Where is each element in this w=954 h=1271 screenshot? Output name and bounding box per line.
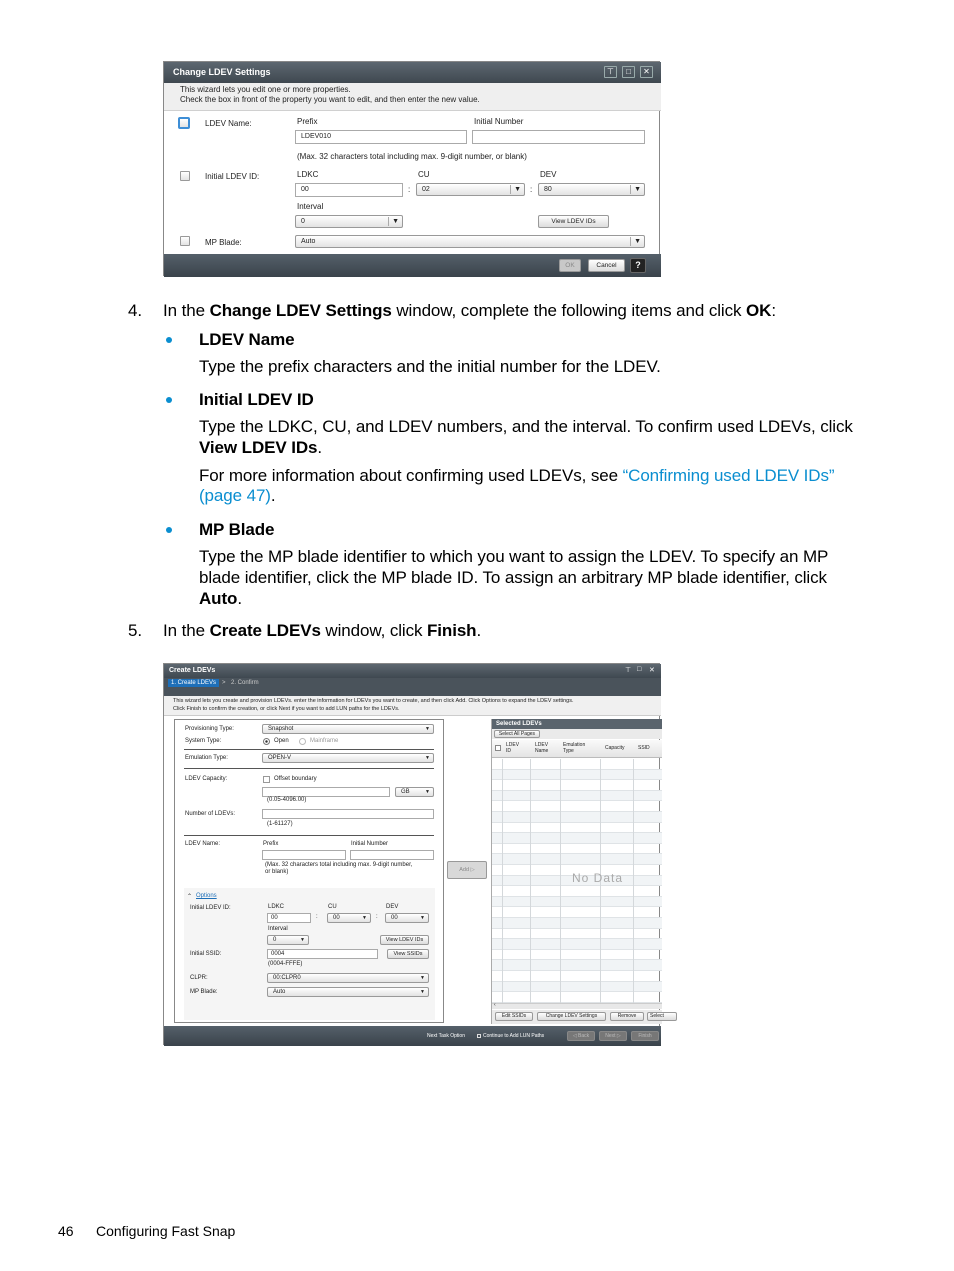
prefix-input[interactable] — [262, 850, 346, 860]
chevron-down-icon: ▼ — [420, 989, 425, 995]
provisioning-type-select[interactable] — [262, 724, 434, 734]
cu-label: CU — [418, 170, 430, 179]
col-ldev-name[interactable] — [535, 742, 548, 754]
cancel-button[interactable]: Cancel — [588, 259, 625, 272]
description-line: This wizard lets you edit one or more properties. — [180, 85, 351, 94]
remove-button[interactable]: Remove — [610, 1012, 644, 1021]
window-title: Create LDEVs — [169, 667, 216, 674]
interval-label: Interval — [268, 926, 288, 932]
provisioning-type-value: Snapshot — [268, 726, 294, 732]
initial-number-input[interactable] — [350, 850, 434, 860]
ui-reference: OK — [746, 301, 772, 320]
cu-value: 00 — [333, 915, 340, 921]
offset-boundary-checkbox[interactable] — [263, 776, 270, 783]
col-header-line: LDEV — [535, 742, 549, 748]
scroll-left-icon[interactable]: ‹ — [494, 1002, 496, 1008]
table-row — [492, 918, 662, 929]
continue-checkbox[interactable] — [477, 1034, 481, 1038]
mp-blade-value: Auto — [301, 238, 316, 245]
ldkc-label: LDKC — [268, 904, 285, 910]
change-ldev-settings-window — [163, 61, 660, 276]
select-all-pages-button[interactable]: Select All Pages — [494, 730, 540, 738]
ui-reference: View LDEV IDs — [199, 438, 318, 457]
prefix-label: Prefix — [263, 841, 279, 847]
ui-reference: Finish — [427, 621, 477, 640]
ldkc-label: LDKC — [297, 170, 319, 179]
table-row — [492, 971, 662, 982]
window-footer — [164, 254, 661, 277]
dev-select[interactable] — [538, 183, 645, 196]
clpr-select[interactable] — [267, 973, 429, 983]
pin-icon[interactable]: ⊤ — [604, 66, 617, 78]
interval-select[interactable] — [295, 215, 403, 228]
no-data-text: No Data — [572, 871, 624, 885]
system-type-label: System Type: — [185, 738, 222, 744]
window-titlebar — [164, 664, 661, 678]
chevron-down-icon: ▼ — [362, 915, 367, 921]
initial-number-label: Initial Number — [351, 841, 389, 847]
horizontal-scrollbar[interactable] — [492, 1003, 662, 1009]
initial-number-label: Initial Number — [474, 117, 524, 126]
divider — [184, 768, 434, 769]
text: . — [237, 589, 242, 608]
view-ldev-ids-button[interactable]: View LDEV IDs — [380, 935, 429, 945]
initial-ssid-input[interactable]: 0004 — [267, 949, 378, 959]
table-row — [492, 844, 662, 855]
table-row — [492, 770, 662, 781]
bullet-title: LDEV Name — [199, 330, 295, 349]
prefix-label: Prefix — [297, 117, 318, 126]
col-header-line: Name — [535, 748, 549, 754]
maximize-icon[interactable]: □ — [637, 666, 642, 673]
col-ssid[interactable]: SSID — [638, 745, 650, 751]
col-header-line: LDEV — [506, 742, 520, 748]
offset-boundary-label: Offset boundary — [274, 776, 317, 782]
dev-label: DEV — [386, 904, 399, 910]
initial-ldev-id-checkbox[interactable] — [180, 171, 190, 181]
emulation-type-value: OPEN-V — [268, 755, 292, 761]
options-link[interactable]: Options — [196, 893, 217, 899]
column-divider — [633, 759, 634, 1003]
chevron-down-icon: ▼ — [420, 975, 425, 981]
ui-reference: Change LDEV Settings — [209, 301, 392, 320]
mp-blade-label: MP Blade: — [205, 238, 242, 247]
add-button[interactable]: Add ▷ — [447, 861, 487, 879]
close-icon[interactable]: ✕ — [649, 667, 655, 674]
description-line: This wizard lets you create and provision LDEVs. enter the information for LDEVs you want to create, and then click Add. Click Options to expand the LDEV settings. — [173, 698, 574, 704]
ldev-capacity-input[interactable] — [262, 787, 390, 797]
create-ldevs-window — [163, 663, 664, 1045]
chevron-down-icon: ▼ — [392, 218, 399, 225]
cu-value: 02 — [422, 186, 430, 193]
ldkc-input[interactable]: 00 — [295, 183, 403, 197]
name-hint: (Max. 32 characters total including max. 9-digit number, — [265, 862, 413, 868]
step4-text — [163, 301, 776, 321]
mp-blade-select[interactable] — [295, 235, 645, 248]
divider — [184, 835, 434, 836]
table-row — [492, 759, 662, 770]
chevron-down-icon: ▼ — [634, 186, 641, 193]
mp-blade-select[interactable] — [267, 987, 429, 997]
ldkc-input[interactable]: 00 — [267, 913, 311, 923]
name-hint: or blank) — [265, 869, 289, 875]
open-radio[interactable] — [263, 738, 270, 745]
chevron-down-icon: ▼ — [300, 937, 305, 943]
text: . — [270, 486, 276, 505]
bullet-text — [199, 438, 322, 458]
description-line: Check the box in front of the property you want to edit, and then enter the new value. — [180, 95, 480, 104]
bullet-icon — [166, 527, 172, 533]
table-row — [492, 886, 662, 897]
chevron-down-icon: ▼ — [425, 789, 430, 795]
col-header-line: ID — [506, 748, 511, 754]
text: . — [317, 438, 322, 457]
cu-select[interactable] — [327, 913, 371, 923]
text: For more information about confirming used LDEVs, see — [199, 466, 623, 485]
dev-label: DEV — [540, 170, 557, 179]
back-button[interactable]: ◁ Back — [567, 1031, 595, 1041]
help-icon[interactable]: ? — [630, 258, 646, 273]
ui-reference: Auto — [199, 589, 238, 608]
wizard-step-active: 1. Create LDEVs — [168, 679, 219, 687]
wizard-step: 2. Confirm — [231, 680, 259, 686]
bullet-icon — [166, 397, 172, 403]
dev-select[interactable] — [385, 913, 429, 923]
emulation-type-select[interactable] — [262, 753, 434, 763]
table-row — [492, 823, 662, 834]
view-ssids-button[interactable]: View SSIDs — [387, 949, 429, 959]
ldev-name-label: LDEV Name: — [185, 841, 221, 847]
number-hint: (1-61127) — [267, 821, 293, 827]
step-number: 4. — [128, 301, 142, 320]
window-title: Change LDEV Settings — [173, 67, 271, 77]
bullet-title: Initial LDEV ID — [199, 390, 314, 409]
chevron-down-icon: ▼ — [425, 755, 430, 761]
ssid-hint: (0004-FFFE) — [268, 961, 303, 967]
chevron-down-icon: ▼ — [425, 726, 430, 732]
prefix-input[interactable]: LDEV010 — [295, 130, 467, 144]
column-divider — [502, 759, 503, 1003]
mainframe-label: Mainframe — [310, 738, 339, 744]
table-row — [492, 801, 662, 812]
view-ldev-ids-button[interactable]: View LDEV IDs — [538, 215, 609, 228]
col-header-line: Type — [563, 748, 574, 754]
select-all-checkbox[interactable] — [495, 745, 501, 751]
ok-button[interactable]: OK — [559, 259, 581, 272]
initial-ldev-id-label: Initial LDEV ID: — [190, 905, 231, 911]
maximize-icon[interactable]: □ — [622, 66, 635, 78]
collapse-icon[interactable]: ⌃ — [187, 894, 193, 900]
col-ldev-id[interactable] — [506, 742, 519, 754]
initial-ssid-label: Initial SSID: — [190, 951, 222, 957]
col-header-line: Emulation — [563, 742, 586, 748]
edit-ssids-button[interactable]: Edit SSIDs — [495, 1012, 533, 1021]
chevron-down-icon: ▼ — [420, 915, 425, 921]
table-row — [492, 791, 662, 802]
step5-text — [163, 621, 481, 641]
interval-select[interactable] — [267, 935, 309, 945]
change-ldev-settings-button[interactable]: Change LDEV Settings — [537, 1012, 606, 1021]
ldev-name-checkbox[interactable] — [178, 117, 190, 129]
table-row — [492, 939, 662, 950]
table-row — [492, 780, 662, 791]
mp-blade-label: MP Blade: — [190, 989, 218, 995]
bullet-text — [199, 466, 834, 486]
page-reference-link[interactable]: (page 47) — [199, 486, 271, 505]
number-of-ldevs-label: Number of LDEVs: — [185, 811, 236, 817]
ldev-name-label: LDEV Name: — [205, 119, 252, 128]
table-row — [492, 854, 662, 865]
window-description — [164, 696, 661, 716]
provisioning-type-label: Provisioning Type: — [185, 726, 234, 732]
mp-blade-value: Auto — [273, 989, 286, 995]
table-row — [492, 897, 662, 908]
text: . — [476, 621, 482, 640]
capacity-hint: (0.05-4096.00) — [267, 797, 307, 803]
next-button[interactable]: Next ▷ — [599, 1031, 627, 1041]
initial-ldev-id-label: Initial LDEV ID: — [205, 172, 260, 181]
text: In the — [163, 621, 210, 640]
separator-colon: : — [316, 914, 318, 920]
step-number: 5. — [128, 621, 142, 640]
table-row — [492, 992, 662, 1003]
separator-colon: : — [408, 185, 411, 194]
next-task-option-label: Next Task Option — [427, 1033, 465, 1039]
cu-label: CU — [328, 904, 337, 910]
page-number: 46 — [58, 1223, 74, 1239]
emulation-type-label: Emulation Type: — [185, 755, 228, 761]
text: window, click — [320, 621, 427, 640]
table-row — [492, 907, 662, 918]
text: : — [771, 301, 776, 320]
interval-value: 0 — [273, 937, 277, 943]
interval-value: 0 — [301, 218, 305, 225]
bullet-text: blade identifier, click the MP blade ID. To assign an arbitrary MP blade identifier, click — [199, 568, 827, 587]
bullet-text: Type the LDKC, CU, and LDEV numbers, and the interval. To confirm used LDEVs, click — [199, 417, 853, 436]
text: In the — [163, 301, 210, 320]
clpr-value: 00:CLPR0 — [273, 975, 301, 981]
description-line: Click Finish to confirm the creation, or click Next if you want to add LUN paths for the LDEVs. — [173, 706, 400, 712]
chevron-down-icon: ▼ — [634, 238, 641, 245]
bullet-title: MP Blade — [199, 520, 275, 539]
name-hint: (Max. 32 characters total including max. 9-digit number, or blank) — [297, 152, 527, 161]
table-row — [492, 960, 662, 971]
col-emulation-type[interactable] — [563, 742, 585, 754]
dev-value: 80 — [544, 186, 552, 193]
select-button[interactable]: Select — [647, 1012, 677, 1021]
bullet-icon — [166, 337, 172, 343]
mainframe-radio[interactable] — [299, 738, 306, 745]
footer-section-title: Configuring Fast Snap — [96, 1223, 236, 1239]
chevron-down-icon: ▼ — [514, 186, 521, 193]
cross-reference-link[interactable]: “Confirming used LDEV IDs” — [622, 466, 835, 485]
clpr-label: CLPR: — [190, 975, 208, 981]
initial-number-input[interactable] — [472, 130, 645, 144]
close-icon[interactable]: ✕ — [640, 66, 653, 78]
ldev-capacity-label: LDEV Capacity: — [185, 776, 228, 782]
bullet-text — [199, 589, 242, 609]
bullet-text: Type the prefix characters and the initial number for the LDEV. — [199, 357, 661, 376]
divider — [184, 749, 434, 750]
capacity-unit-value: GB — [401, 789, 410, 795]
mp-blade-checkbox[interactable] — [180, 236, 190, 246]
selected-ldevs-panel — [491, 719, 664, 1024]
table-row — [492, 812, 662, 823]
separator-colon: : — [376, 914, 378, 920]
separator-colon: : — [530, 185, 533, 194]
column-divider — [560, 759, 561, 1003]
pin-icon[interactable]: ⊤ — [625, 667, 632, 674]
table-row — [492, 929, 662, 940]
capacity-unit-select[interactable] — [395, 787, 434, 797]
column-divider — [530, 759, 531, 1003]
table-row — [492, 982, 662, 993]
text: window, complete the following items and click — [391, 301, 747, 320]
table-row — [492, 833, 662, 844]
interval-label: Interval — [297, 202, 324, 211]
continue-lun-paths-label: Continue to Add LUN Paths — [483, 1033, 545, 1039]
window-titlebar — [164, 62, 661, 83]
bullet-text — [199, 486, 276, 506]
step-separator: > — [222, 680, 226, 686]
open-label: Open — [274, 738, 289, 744]
finish-button[interactable]: Finish — [631, 1031, 659, 1041]
window-description — [164, 83, 661, 111]
cu-select[interactable] — [416, 183, 525, 196]
col-capacity[interactable]: Capacity — [605, 745, 625, 751]
table-row — [492, 950, 662, 961]
number-of-ldevs-input[interactable] — [262, 809, 434, 819]
ui-reference: Create LDEVs — [209, 621, 321, 640]
dev-value: 00 — [391, 915, 398, 921]
bullet-text: Type the MP blade identifier to which you want to assign the LDEV. To specify an MP — [199, 547, 829, 566]
selected-ldevs-title: Selected LDEVs — [492, 719, 662, 729]
